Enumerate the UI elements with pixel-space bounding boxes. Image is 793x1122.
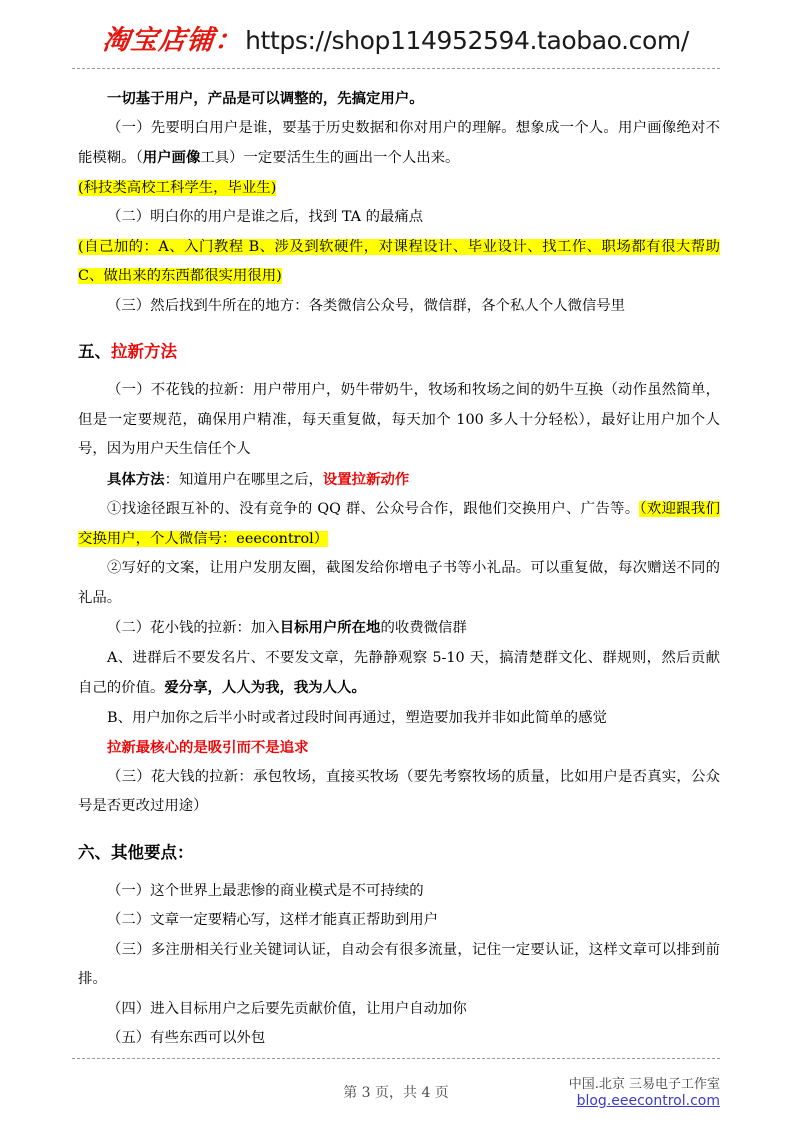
spacer xyxy=(78,367,720,376)
paragraph-item-3: （三）然后找到牛所在的地方：各类微信公众号，微信群，各个私人个人微信号里 xyxy=(107,297,626,314)
paragraph-item-1-part-a: （一）先要明白用户是谁，要基于历史数据和你对用户的理解。想象成一个人。用户画像绝对不能模糊。（ xyxy=(78,119,720,166)
method-1-text: ①找途径跟互补的、没有竞争的 QQ 群、公众号合作，跟他们交换用户、广告等。 xyxy=(107,501,640,517)
paragraph-concrete-method xyxy=(78,465,720,496)
paragraph-other-1: （一）这个世界上最悲惨的商业模式是不可持续的 xyxy=(107,882,424,899)
taobao-shop-url[interactable]: https://shop114952594.taobao.com/ xyxy=(245,26,689,55)
header-shop-line xyxy=(72,18,720,57)
highlight-span: (科技类高校工科学生，毕业生) xyxy=(78,179,277,196)
set-acquisition-action-emphasis: 设置拉新动作 xyxy=(322,470,410,488)
footer-divider xyxy=(72,1058,720,1059)
highlighted-note-2 xyxy=(78,233,720,292)
paragraph-expensive-acquisition: （三）花大钱的拉新：承包牧场，直接买牧场（要先考察牧场的质量，比如用户是否真实，公众号是否更改过用途） xyxy=(78,768,720,814)
paragraph-other-4: （四）进入目标用户之后要先贡献价值，让用户自动加你 xyxy=(107,1000,467,1017)
highlight-span: (自己加的：A、入门教程 B、涉及到软硬件，对课程设计、毕业设计、找工作、职场都有很大帮助 C、做出来的东西都很实用很用) xyxy=(78,238,720,284)
paragraph-intro-bold: 一切基于用户，产品是可以调整的，先搞定用户。 xyxy=(107,90,424,107)
spacer xyxy=(78,868,720,877)
spacer xyxy=(78,822,720,838)
cheap-acquisition-part-a: （二）花小钱的拉新：加入 xyxy=(107,620,280,636)
paragraph-tip-a xyxy=(78,644,720,704)
paragraph-item-1-part-c: 工具）一定要活生生的画出一个人出来。 xyxy=(200,150,460,166)
footer-organization: 中国.北京 三易电子工作室 xyxy=(568,1077,720,1092)
page-header xyxy=(72,18,720,66)
header-divider xyxy=(72,68,720,69)
sharing-slogan: 爱分享，人人为我，我为人人。 xyxy=(164,679,366,696)
paragraph-method-1 xyxy=(78,495,720,554)
user-persona-term: 用户画像 xyxy=(142,149,201,166)
paragraph-core-principle-red: 拉新最核心的是吸引而不是追求 xyxy=(107,739,309,756)
paragraph-free-acquisition: （一）不花钱的拉新：用户带用户，奶牛带奶牛，牧场和牧场之间的奶牛互换（动作虽然简单，但是一定要规范，确保用户精准，每天重复做，每天加个 100 多人十分轻松），最好让用户加个人号，因为用户天生信任个人 xyxy=(78,382,720,457)
section-heading-6: 六、其他要点： xyxy=(78,842,194,862)
paragraph-cheap-acquisition xyxy=(78,613,720,644)
section-5-number: 五、 xyxy=(78,342,111,361)
document-body xyxy=(78,84,720,1054)
highlighted-note-1 xyxy=(78,174,720,204)
paragraph-other-5: （五）有些东西可以外包 xyxy=(107,1030,266,1046)
concrete-method-label: 具体方法 xyxy=(107,470,165,488)
concrete-method-text: ：知道用户在哪里之后， xyxy=(164,471,323,488)
cheap-acquisition-part-c: 的收费微信群 xyxy=(380,620,467,636)
page-number: 第 3 页，共 4 页 xyxy=(343,1085,449,1101)
paragraph-item-2: （二）明白你的用户是谁之后，找到 TA 的最痛点 xyxy=(107,209,424,225)
footer-stamp xyxy=(569,1074,720,1110)
spacer xyxy=(78,321,720,337)
paragraph-other-2: （二）文章一定要精心写，这样才能真正帮助到用户 xyxy=(107,912,438,928)
section-heading-5 xyxy=(78,337,720,367)
highlight-span: （欢迎跟我们交换用户，个人微信号：eeecontrol） xyxy=(78,501,720,547)
taobao-shop-label: 淘宝店铺： xyxy=(101,25,245,56)
paragraph-item-1 xyxy=(78,114,720,174)
footer-blog-link[interactable]: blog.eeecontrol.com xyxy=(576,1093,720,1109)
paragraph-other-3: （三）多注册相关行业关键词认证，自动会有很多流量，记住一定要认证，这样文章可以排到前排。 xyxy=(78,941,720,987)
paragraph-method-2: ②写好的文案，让用户发朋友圈，截图发给你增电子书等小礼品。可以重复做，每次赠送不同的礼品。 xyxy=(78,560,720,606)
page-footer xyxy=(72,1062,720,1118)
target-user-location-term: 目标用户所在地 xyxy=(279,619,381,636)
tip-a-text: A、进群后不要发名片、不要发文章，先静静观察 5-10 天，搞清楚群文化、群规则，然后贡献自己的价值。 xyxy=(78,649,720,696)
paragraph-tip-b: B、用户加你之后半小时或者过段时间再通过，塑造要加我并非如此简单的感觉 xyxy=(107,709,607,726)
section-5-title: 拉新方法 xyxy=(111,342,177,361)
